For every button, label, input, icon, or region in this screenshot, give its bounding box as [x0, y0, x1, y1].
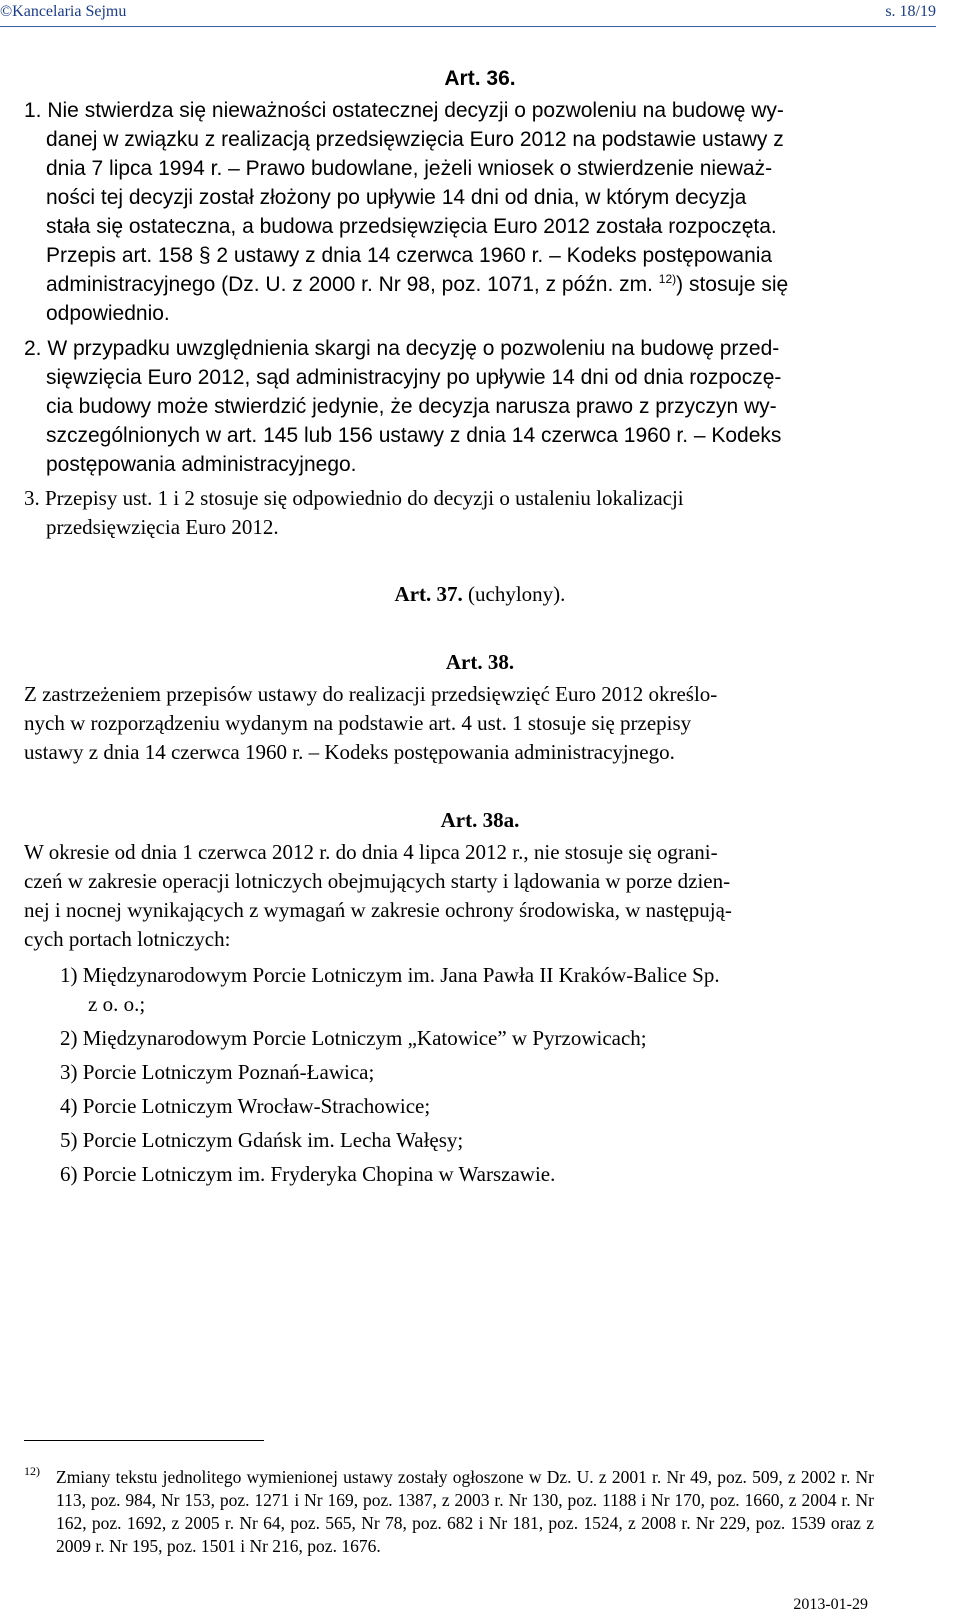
text-line: ności tej decyzji został złożony po upływie 14 dni od dnia, w którym decyzja — [46, 186, 747, 209]
footnote-text: Zmiany tekstu jednolitego wymienionej ustawy zostały ogłoszone w Dz. U. z 2001 r. Nr 49, poz. 509, z 2002 r. Nr 113, poz. 984, Nr 153, poz. 1271 i Nr 169, poz. 1387, z 2003 r. Nr 130, poz. 1188 i Nr 170, poz. 1660, z 2004 r. Nr 162, poz. 1692, z 2005 r. Nr 64, poz. 565, Nr 78, poz. 682 i Nr 181, poz. 1524, z 2008 r. Nr 229, poz. 1539 oraz z 2009 r. Nr 195, poz. 1501 i Nr 216, poz. 1676. — [56, 1467, 874, 1556]
list-item-continuation: z o. o.; — [88, 992, 146, 1016]
text-line: danej w związku z realizacją przedsięwzięcia Euro 2012 na podstawie ustawy z — [46, 128, 784, 151]
text-line: odpowiednio. — [46, 302, 170, 325]
list-item: 4) Porcie Lotniczym Wrocław-Strachowice; — [60, 1094, 431, 1118]
header-page-number: s. 18/19 — [885, 3, 936, 20]
page-header — [0, 2, 936, 27]
text-line: Przepis art. 158 § 2 ustawy z dnia 14 czerwca 1960 r. – Kodeks postępowania — [46, 244, 773, 267]
document-date: 2013-01-29 — [793, 1596, 868, 1613]
text-line — [46, 270, 788, 299]
text-line: przedsięwzięcia Euro 2012. — [46, 515, 279, 539]
list-item: 1) Międzynarodowym Porcie Lotniczym im. Jana Pawła II Kraków-Balice Sp. — [60, 963, 720, 987]
text-segment: ) stosuje się — [676, 273, 789, 296]
list-item: 6) Porcie Lotniczym im. Fryderyka Chopina w Warszawie. — [60, 1162, 556, 1186]
text-line: ustawy z dnia 14 czerwca 1960 r. – Kodeks postępowania administracyjnego. — [24, 740, 675, 764]
text-line: 1. Nie stwierdza się nieważności ostatecznej decyzji o pozwoleniu na budowę wy- — [24, 99, 784, 122]
footnote-reference: 12) — [658, 272, 677, 286]
text-segment: administracyjnego (Dz. U. z 2000 r. Nr 98, poz. 1071, z późn. zm. — [46, 273, 653, 296]
text-line: szczególnionych w art. 145 lub 156 ustawy z dnia 14 czerwca 1960 r. – Kodeks — [46, 424, 782, 447]
list-item: 5) Porcie Lotniczym Gdańsk im. Lecha Wałęsy; — [60, 1128, 464, 1152]
text-line: cych portach lotniczych: — [24, 927, 231, 951]
art37-note: (uchylony). — [462, 582, 566, 606]
text-line: dnia 7 lipca 1994 r. – Prawo budowlane, jeżeli wniosek o stwierdzenie nieważ- — [46, 157, 773, 180]
footnote — [24, 1466, 874, 1558]
text-line: postępowania administracyjnego. — [46, 453, 357, 476]
text-line: W okresie od dnia 1 czerwca 2012 r. do dnia 4 lipca 2012 r., nie stosuje się ograni- — [24, 840, 718, 864]
list-item: 2) Międzynarodowym Porcie Lotniczym „Katowice” w Pyrzowicach; — [60, 1026, 647, 1050]
footnote-mark: 12) — [24, 1464, 40, 1478]
art38-heading: Art. 38. — [445, 650, 515, 674]
art37 — [0, 580, 960, 609]
text-line: nych w rozporządzeniu wydanym na podstawie art. 4 ust. 1 stosuje się przepisy — [24, 711, 692, 735]
art37-heading: Art. 37. — [394, 582, 463, 606]
text-line: cia budowy może stwierdzić jedynie, że decyzja narusza prawo z przyczyn wy- — [46, 395, 777, 418]
text-line: 2. W przypadku uwzględnienia skargi na decyzję o pozwoleniu na budowę przed- — [24, 337, 780, 360]
text-line: 3. Przepisy ust. 1 i 2 stosuje się odpowiednio do decyzji o ustaleniu lokalizacji — [24, 486, 684, 510]
text-line: sięwzięcia Euro 2012, sąd administracyjny po upływie 14 dni od dnia rozpoczę- — [46, 366, 782, 389]
text-line: stała się ostateczna, a budowa przedsięwzięcia Euro 2012 została rozpoczęta. — [46, 215, 777, 238]
header-publisher: ©Kancelaria Sejmu — [0, 3, 127, 20]
list-item: 3) Porcie Lotniczym Poznań-Ławica; — [60, 1060, 375, 1084]
art38a-heading: Art. 38a. — [440, 808, 520, 832]
text-line: nej i nocnej wynikających z wymagań w zakresie ochrony środowiska, w następują- — [24, 898, 732, 922]
footnote-divider — [24, 1440, 264, 1441]
text-line: czeń w zakresie operacji lotniczych obejmujących starty i lądowania w porze dzien- — [24, 869, 731, 893]
text-line: Z zastrzeżeniem przepisów ustawy do realizacji przedsięwzięć Euro 2012 określo- — [24, 682, 718, 706]
art36-heading: Art. 36. — [444, 67, 516, 90]
